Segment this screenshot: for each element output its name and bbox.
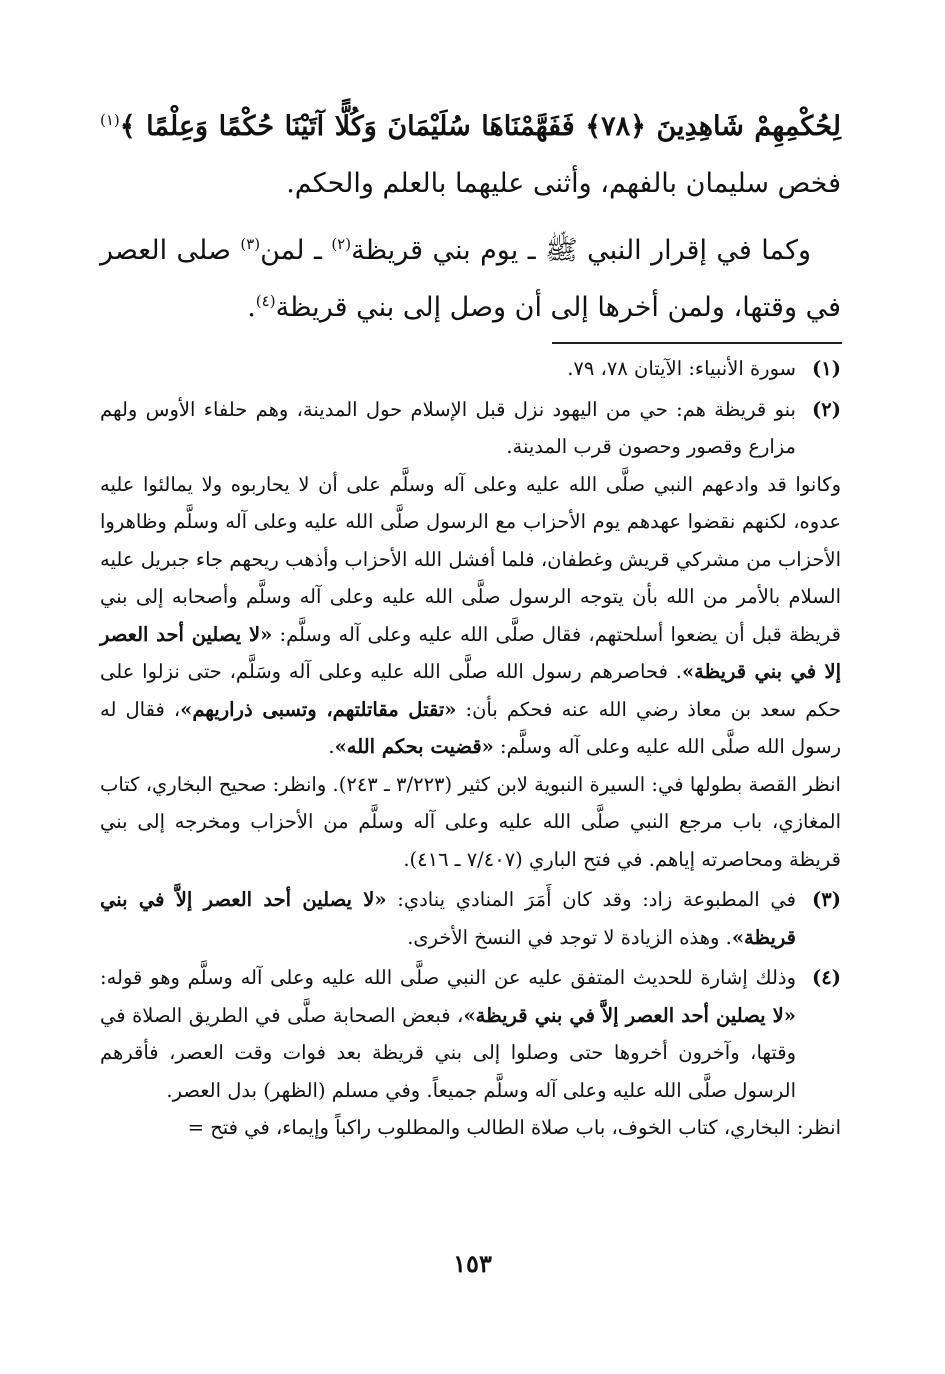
footnote-3: [100, 881, 841, 956]
footnote-2-text-c: ، فقال له رسول الله صلَّى الله عليه وعلى آله وسلَّم:: [100, 697, 841, 758]
footnote-number: (١): [812, 357, 841, 380]
hadith-quote: «لا يصلين أحد العصر إلا في بني قريظة»: [100, 622, 841, 683]
footnote-1-text: سورة الأنبياء: الآيتان ٧٨، ٧٩.: [567, 357, 796, 380]
footnote-2-para-2: [100, 466, 841, 766]
hadith-quote: «لا يصلين أحد العصر إلاَّ في بني قريظة»: [463, 1003, 796, 1027]
footnote-number: (٤): [812, 966, 841, 989]
hadith-quote: «قضيت بحكم الله»: [334, 735, 494, 758]
footnote-3-text: [100, 881, 796, 956]
footnote-ref-4: (٤): [255, 292, 276, 310]
footnote-2-para-3: انظر القصة بطولها في: السيرة النبوية لابن كثير (٣/٢٢٣ ـ ٢٤٣). وانظر: صحيح البخاري، كتاب المغازي، باب مرجع النبي صلَّى الله عليه وعلى آله وسلَّم من الأحزاب ومخرجه إلى بني قريظة ومحاصرته إياهم. في فتح الباري (٧/٤٠٧ ـ ٤١٦).: [100, 772, 841, 871]
footnote-4: [100, 959, 841, 1147]
main-paragraph-1-text: فخص سليمان بالفهم، وأثنى عليهما بالعلم والحكم.: [286, 168, 841, 199]
footnote-2-text-d: .: [328, 735, 335, 758]
main-paragraph-2-text-d: .: [247, 292, 256, 323]
footnote-ref-3: (٣): [240, 235, 261, 253]
footnote-2-para-1: بنو قريظة هم: حي من اليهود نزل قبل الإسلام حول المدينة، وهم حلفاء الأوس ولهم مزارع وقصور وحصون قرب المدينة.: [100, 397, 796, 458]
hadith-quote: «لا يصلين أحد العصر إلاَّ في بني قريظة»: [100, 888, 796, 949]
footnote-3-text-b: . وهذه الزيادة لا توجد في النسخ الأخرى.: [407, 925, 732, 949]
footnote-number: (٣): [812, 888, 841, 911]
footnote-2: [100, 391, 841, 879]
footnotes: [100, 350, 841, 1150]
footnote-ref-2: (٢): [331, 235, 352, 253]
quran-verse: لِحُكْمِهِمْ شَاهِدِينَ ﴿٧٨﴾ فَفَهَّمْنَاهَا سُلَيْمَانَ وَكُلًّا آتَيْنَا حُكْمًا وَعِلْمًا ﴾: [119, 111, 841, 142]
footnote-4-para-2: انظر: البخاري، كتاب الخوف، باب صلاة الطالب والمطلوب راكباً وإيماء، في فتح =: [187, 1116, 841, 1139]
footnote-separator: [552, 342, 842, 344]
main-text: [100, 98, 841, 336]
footnote-4-text-a: وذلك إشارة للحديث المتفق عليه عن النبي صلَّى الله عليه وعلى آله وسلَّم وهو قوله:: [100, 966, 796, 989]
footnote-1: [100, 350, 841, 388]
main-paragraph-1: [100, 98, 841, 212]
footnote-2-text-b: . فحاصرهم رسول الله صلَّى الله عليه وعلى آله وسَلَّم، حتى نزلوا على حكم سعد بن معاذ رضي الله عنه فحكم بأن:: [100, 660, 842, 721]
main-paragraph-2-text-c: صلى العصر في وقتها، ولمن أخرها إلى أن وصل إلى بني قريظة: [100, 235, 841, 323]
main-paragraph-2: [100, 222, 841, 336]
footnote-4-text-b: ، فبعض الصحابة صلَّى في الطريق الصلاة في وقتها، وآخرون أخروها حتى وصلوا إلى بني قريظة بعد فوات وقت العصر، فأقرهم الرسول صلَّى الله عليه وعلى آله وسلَّم جميعاً. وفي مسلم (الظهر) بدل العصر.: [100, 1003, 796, 1102]
hadith-quote: «تقتل مقاتلتهم، وتسبى ذراريهم»: [180, 697, 457, 721]
page-number: ١٥٣: [453, 1249, 492, 1278]
main-paragraph-2-text-a: وكما في إقرار النبي ﷺ ـ يوم بني قريظة: [351, 235, 811, 266]
footnote-4-text: [100, 959, 796, 1109]
footnote-ref-1: (١): [100, 111, 120, 129]
main-paragraph-2-text-b: ـ لمن: [260, 235, 332, 266]
footnote-2-text-a: وكانوا قد وادعهم النبي صلَّى الله عليه وعلى آله وسلَّم على أن لا يحاربوه ولا يمالئوا عليه عدوه، لكنهم نقضوا عهدهم يوم الأحزاب مع الرسول صلَّى الله عليه وعلى آله وسلَّم وظاهروا الأحزاب من مشركي قريش وغطفان، فلما أفشل الله الأحزاب وأذهب ريحهم جاء جبريل عليه السلام بالأمر من الله بأن يتوجه الرسول صلَّى الله عليه وعلى آله وسلَّم وأصحابه إلى بني قريظة قبل أن يضعوا أسلحتهم، فقال صلَّى الله عليه وعلى آله وسلَّم:: [100, 472, 842, 646]
footnote-3-text-a: في المطبوعة زاد: وقد كان أَمَرَ المنادي ينادي:: [386, 888, 796, 911]
footnote-number: (٢): [812, 397, 841, 421]
